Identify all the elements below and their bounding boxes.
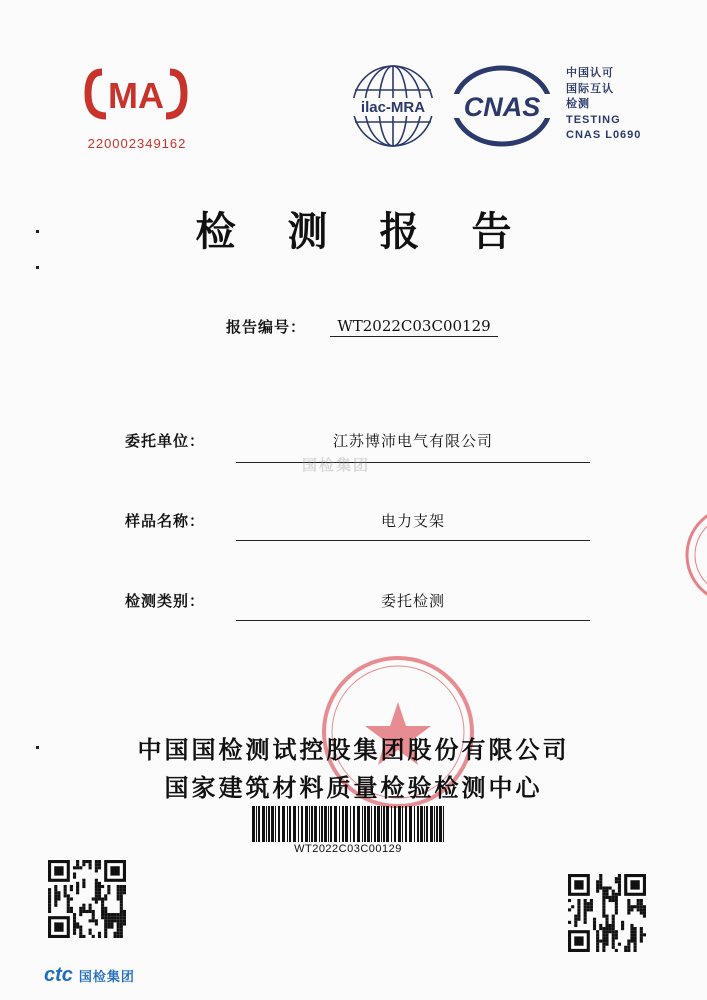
cnas-line: TESTING: [566, 113, 621, 126]
qr-code-right: [568, 874, 646, 952]
client-label: 委托单位：: [125, 432, 206, 450]
ilac-logo-text: ilac-MRA: [360, 99, 426, 116]
ilac-mra-logo: [346, 62, 440, 150]
test-type-value: 委托检测: [380, 592, 445, 610]
ctc-name: 国检集团: [78, 968, 135, 984]
document-title: 检测报告: [195, 208, 564, 255]
sample-name-underline: [236, 540, 590, 541]
watermark-text: 国检集团: [302, 457, 371, 474]
cma-logo: [84, 64, 188, 124]
ctc-mark: ctc: [44, 963, 73, 986]
cnas-accreditation-text: [566, 66, 641, 144]
cnas-line: 中国认可: [566, 67, 614, 79]
scan-mark: [36, 266, 39, 269]
qr-code-left: [48, 860, 126, 938]
client-underline: [236, 462, 590, 463]
sample-name-value: 电力支架: [380, 512, 445, 530]
organization-name: 中国国检测试控股集团股份有限公司: [137, 735, 570, 764]
report-number-value: WT2022C03C00129: [330, 317, 498, 337]
ctc-logo: [44, 962, 135, 988]
cnas-logo: [448, 64, 556, 148]
test-type-label: 检测类别：: [125, 592, 206, 610]
cnas-line: 检测: [566, 98, 590, 110]
test-type-underline: [236, 620, 590, 621]
barcode: [250, 806, 446, 842]
cnas-logo-text: CNAS: [463, 92, 541, 122]
client-value: 江苏博沛电气有限公司: [332, 432, 493, 450]
ma-logo-text: MA: [108, 75, 164, 116]
cnas-line: 国际互认: [566, 82, 614, 95]
barcode-number: WT2022C03C00129: [294, 843, 402, 855]
edge-seal: [680, 500, 707, 610]
report-number-label: 报告编号：: [226, 318, 307, 336]
cnas-line: CNAS L0690: [566, 129, 642, 141]
organization-subname: 国家建筑材料质量检验检测中心: [164, 773, 543, 802]
cma-number: 220002349162: [87, 136, 187, 151]
sample-name-label: 样品名称：: [125, 512, 206, 530]
